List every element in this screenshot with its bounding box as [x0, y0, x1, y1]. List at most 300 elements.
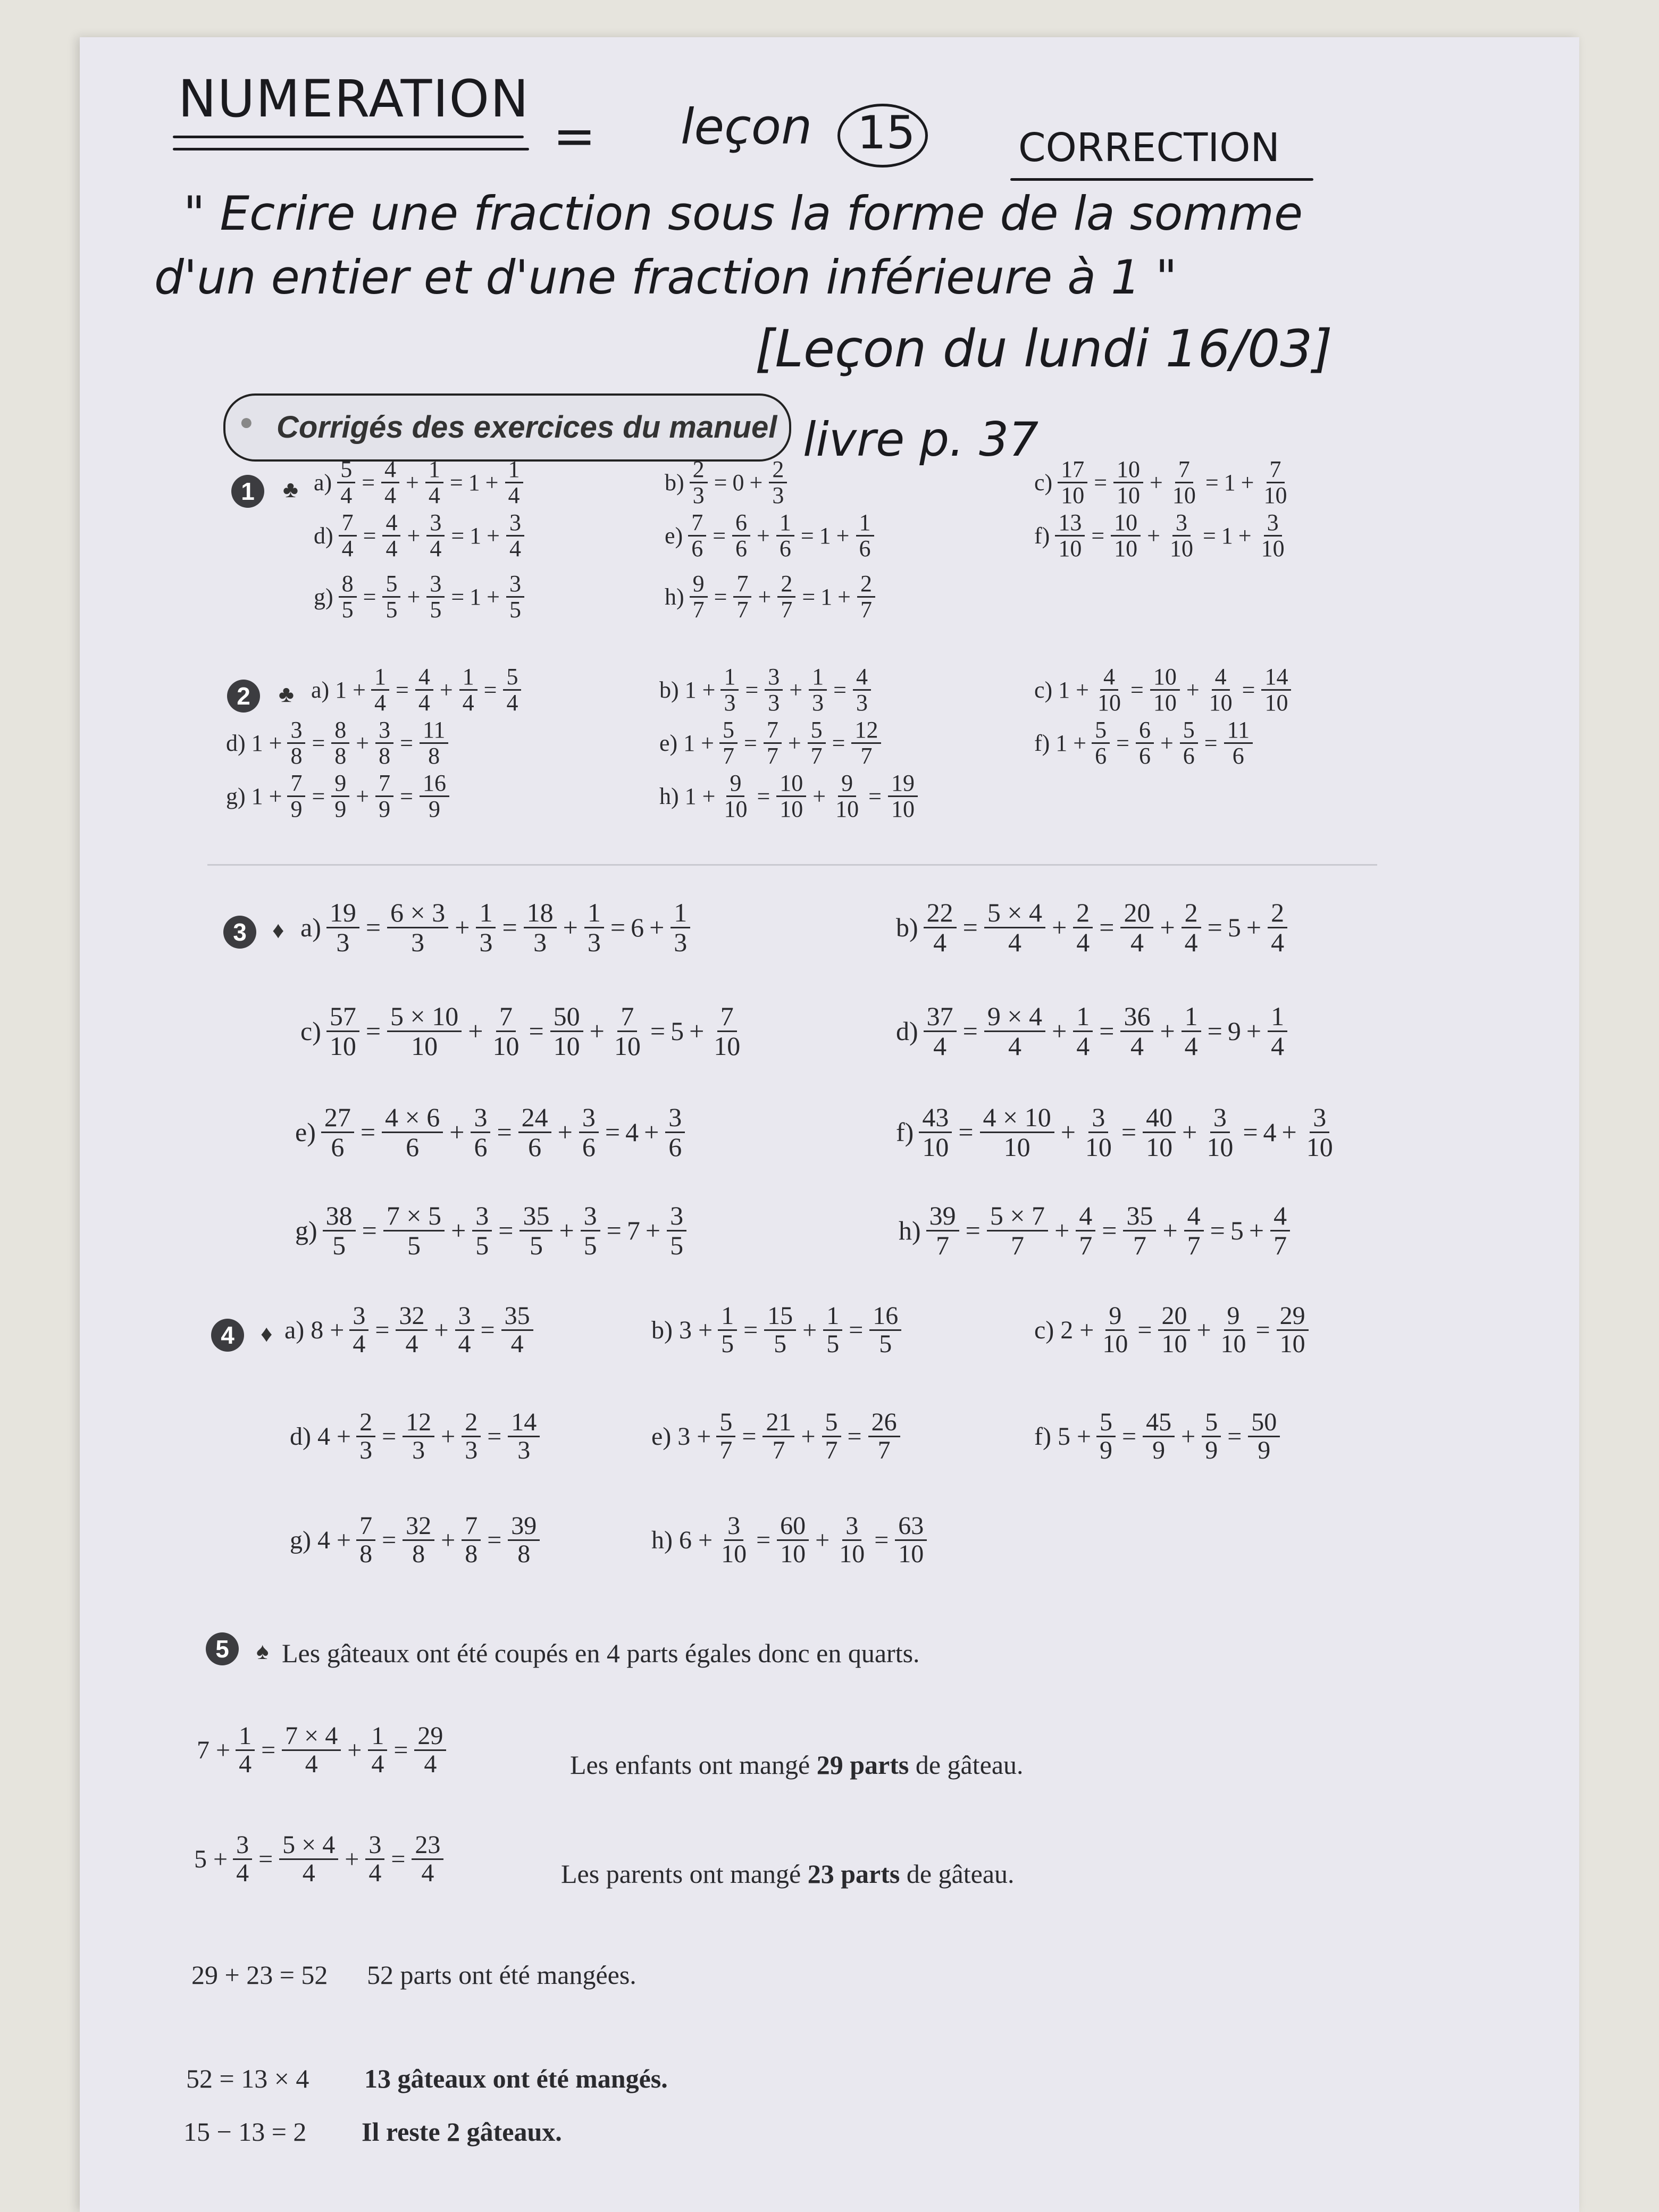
ex2-d-label: d) 1 +	[226, 730, 282, 757]
ex2-c-fraction-3	[1261, 665, 1291, 715]
numerator: 3	[506, 510, 524, 537]
ex5-eq1-label: 7 +	[197, 1736, 231, 1765]
numerator: 4 × 10	[980, 1103, 1054, 1133]
ex3-b-operator: =	[1099, 912, 1115, 942]
numerator: 3	[349, 1303, 368, 1331]
ex3-c-fraction-1	[387, 1002, 462, 1060]
denominator: 10	[780, 1540, 806, 1569]
ex3-item-g	[295, 1202, 688, 1259]
ex3-h-fraction-3	[1123, 1202, 1156, 1259]
ex1-item-a	[314, 457, 524, 508]
denominator: 10	[1161, 1330, 1187, 1359]
ex1-a-integer: 1	[468, 470, 480, 496]
ex4-a-fraction-1	[396, 1303, 428, 1358]
denominator: 9	[1152, 1436, 1166, 1465]
ex4-c-operator: =	[1255, 1316, 1270, 1345]
numerator: 63	[895, 1513, 927, 1541]
numerator: 50	[1248, 1409, 1280, 1437]
denominator: 4	[933, 1030, 947, 1061]
ex4-c-operator: +	[1196, 1316, 1211, 1345]
numerator: 16	[869, 1303, 901, 1331]
ex2-b-operator: +	[789, 677, 803, 703]
numerator: 23	[412, 1832, 443, 1860]
ex3-a-operator: +	[563, 912, 578, 942]
numerator: 3	[506, 572, 524, 598]
numerator: 12	[851, 718, 881, 744]
numerator: 10	[776, 771, 806, 797]
ex3-item-d	[896, 1002, 1288, 1060]
numerator: 2	[1268, 899, 1287, 928]
denominator: 7	[877, 1436, 891, 1465]
ex4-g-operator: =	[382, 1526, 397, 1555]
denominator: 7	[1133, 1230, 1146, 1260]
ex2-a-fraction-2	[459, 665, 477, 715]
ex4-g-label: g) 4 +	[290, 1526, 351, 1555]
ex2-h-fraction-2	[832, 771, 862, 822]
denominator: 3	[336, 927, 350, 957]
numerator: 26	[868, 1409, 900, 1437]
ex2-e-operator: +	[787, 730, 801, 757]
denominator: 7	[736, 597, 749, 623]
denominator: 9	[334, 796, 347, 823]
denominator: 7	[1079, 1230, 1093, 1260]
ex3-h-integer: 5	[1230, 1216, 1244, 1245]
denominator: 8	[334, 743, 347, 769]
denominator: 5	[826, 1330, 840, 1359]
ex1-b-operator: +	[749, 470, 763, 496]
ex3-g-fraction-3	[520, 1202, 552, 1259]
ex1-f-fraction-2	[1167, 510, 1196, 561]
ex1-d-fraction-3	[506, 510, 524, 561]
ex3-a-fraction-5	[671, 899, 690, 956]
denominator: 7	[1273, 1230, 1287, 1260]
ex5-item-eq1	[197, 1723, 447, 1778]
ex2-e-operator: =	[832, 730, 845, 757]
ex3-e-fraction-2	[471, 1103, 490, 1161]
denominator: 4	[236, 1859, 249, 1888]
ex2-c-fraction-2	[1206, 665, 1236, 715]
numerator: 6 × 3	[387, 899, 448, 928]
ex1-c-integer: 1	[1224, 470, 1236, 496]
ex1-suit-icon: ♣	[283, 476, 298, 502]
ex3-g-operator: +	[645, 1216, 661, 1245]
denominator: 7	[1187, 1230, 1201, 1260]
ex3-h-label: h)	[899, 1216, 921, 1245]
numerator: 35	[501, 1303, 533, 1331]
ex4-item-f	[1034, 1409, 1281, 1464]
denominator: 4	[371, 1750, 384, 1779]
lecon-number: 15	[857, 106, 916, 160]
ex4-item-c	[1034, 1303, 1310, 1358]
ex4-d-fraction-2	[462, 1409, 481, 1464]
ex2-h-fraction-1	[776, 771, 806, 822]
denominator: 6	[331, 1132, 345, 1162]
denominator: 3	[412, 1436, 425, 1465]
ex2-item-b	[659, 665, 872, 715]
ex4-c-operator: =	[1137, 1316, 1152, 1345]
ex4-c-label: c) 2 +	[1034, 1316, 1094, 1345]
ex3-e-fraction-3	[518, 1103, 551, 1161]
ex1-g-operator: +	[407, 584, 421, 610]
ex4-item-g	[290, 1513, 541, 1568]
denominator: 4	[1008, 927, 1021, 957]
ex1-e-operator: =	[800, 523, 814, 549]
ex2-e-fraction-1	[764, 718, 782, 768]
numerator: 7	[339, 510, 357, 537]
denominator: 7	[810, 743, 823, 769]
denominator: 9	[379, 796, 391, 823]
denominator: 7	[825, 1436, 838, 1465]
numerator: 7	[375, 771, 393, 797]
ex3-g-fraction-1	[383, 1202, 445, 1259]
denominator: 4	[340, 482, 353, 509]
denominator: 3	[479, 927, 493, 957]
numerator: 2	[769, 457, 787, 483]
ex1-e-operator: +	[757, 523, 770, 549]
ex4-item-e	[651, 1409, 901, 1464]
numerator: 9	[690, 572, 708, 598]
denominator: 4	[386, 535, 398, 562]
ex4-f-operator: =	[1122, 1422, 1137, 1451]
numerator: 5 × 4	[984, 899, 1045, 928]
ex5-eq2-fraction-3	[412, 1832, 443, 1887]
ex2-item-c	[1034, 665, 1292, 715]
denominator: 7	[860, 743, 873, 769]
ex3-a-operator: +	[455, 912, 470, 942]
ex3-d-operator: +	[1052, 1016, 1067, 1046]
numerator: 20	[1158, 1303, 1190, 1331]
denominator: 3	[724, 690, 736, 716]
ex3-f-fraction-4	[1203, 1103, 1236, 1161]
ex3-e-integer: 4	[625, 1117, 639, 1147]
numerator: 1	[368, 1723, 387, 1751]
numerator: 3	[765, 665, 783, 691]
ex4-e-fraction-1	[763, 1409, 794, 1464]
ex4-h-operator: =	[874, 1526, 889, 1555]
numerator: 5	[808, 718, 826, 744]
denominator: 3	[856, 690, 868, 716]
ex1-c-fraction-3	[1261, 457, 1291, 508]
numerator: 1	[505, 457, 523, 483]
ex4-g-fraction-2	[462, 1513, 481, 1568]
ex4-c-fraction-3	[1277, 1303, 1309, 1358]
ex1-d-operator: =	[363, 523, 376, 549]
ex2-d-operator: +	[356, 730, 370, 757]
denominator: 8	[290, 743, 303, 769]
denominator: 4	[239, 1750, 252, 1779]
denominator: 4	[374, 690, 386, 716]
denominator: 6	[779, 535, 791, 562]
ex1-number-badge: 1	[231, 475, 264, 508]
numerator: 9	[1224, 1303, 1243, 1331]
numerator: 9	[1105, 1303, 1125, 1331]
denominator: 10	[1169, 535, 1193, 562]
numerator: 11	[1224, 718, 1253, 744]
ex3-e-fraction-1	[382, 1103, 443, 1161]
ex2-a-fraction-1	[415, 665, 433, 715]
ex1-h-fraction-0	[690, 572, 708, 622]
numerator: 1	[584, 899, 604, 928]
ex3-d-fraction-5	[1268, 1002, 1287, 1060]
ex3-d-fraction-3	[1120, 1002, 1153, 1060]
numerator: 27	[321, 1103, 354, 1133]
denominator: 10	[1003, 1132, 1030, 1162]
ex4-c-fraction-2	[1218, 1303, 1250, 1358]
ex3-d-operator: +	[1246, 1016, 1262, 1046]
denominator: 4	[462, 690, 474, 716]
ex3-a-fraction-4	[584, 899, 604, 956]
ex1-d-fraction-2	[426, 510, 445, 561]
numerator: 11	[420, 718, 448, 744]
banner-bullet-icon: ●	[239, 409, 254, 435]
numerator: 1	[1268, 1002, 1287, 1032]
ex1-a-operator: +	[485, 470, 499, 496]
ex1-h-fraction-2	[777, 572, 795, 622]
ex1-item-e	[665, 510, 875, 561]
ex1-a-operator: =	[362, 470, 375, 496]
denominator: 6	[859, 535, 871, 562]
ex1-a-operator: =	[449, 470, 463, 496]
ex5-eq2-text-a: Les parents ont mangé	[561, 1859, 808, 1889]
ex1-g-fraction-1	[382, 572, 400, 622]
ex1-a-label: a)	[314, 470, 332, 496]
numerator: 4	[381, 457, 399, 483]
numerator: 7	[287, 771, 305, 797]
numerator: 5	[1096, 1409, 1116, 1437]
livre-reference: livre p. 37	[803, 412, 1039, 467]
denominator: 4	[1008, 1030, 1021, 1061]
numerator: 35	[1123, 1202, 1156, 1231]
ex4-b-operator: =	[849, 1316, 864, 1345]
ex1-b-operator: =	[714, 470, 727, 496]
ex4-e-fraction-2	[822, 1409, 841, 1464]
numerator: 1	[823, 1303, 842, 1331]
ex2-e-fraction-2	[808, 718, 826, 768]
denominator: 4	[428, 482, 440, 509]
instruction-line-1: " Ecrire une fraction sous la forme de la somme	[183, 186, 1303, 241]
ex3-c-fraction-4	[611, 1002, 644, 1060]
ex3-c-label: c)	[300, 1016, 321, 1046]
ex1-d-operator: +	[487, 523, 500, 549]
numerator: 7	[356, 1513, 375, 1541]
ex3-b-operator: =	[962, 912, 978, 942]
ex5-eq2-text-b: 23 parts	[807, 1859, 900, 1889]
ex2-item-d	[226, 718, 449, 768]
ex1-d-integer: 1	[470, 523, 482, 549]
denominator: 4	[384, 482, 397, 509]
denominator: 4	[1184, 1030, 1198, 1061]
denominator: 10	[1172, 482, 1196, 509]
ex3-b-fraction-3	[1120, 899, 1153, 956]
ex4-d-fraction-0	[356, 1409, 375, 1464]
ex3-g-fraction-2	[472, 1202, 492, 1259]
denominator: 7	[1010, 1230, 1024, 1260]
denominator: 10	[891, 796, 915, 823]
ex3-g-operator: +	[451, 1216, 466, 1245]
ex1-b-integer: 0	[732, 470, 744, 496]
denominator: 6	[406, 1132, 420, 1162]
denominator: 10	[492, 1030, 520, 1061]
ex4-d-fraction-1	[403, 1409, 434, 1464]
ex4-g-fraction-3	[508, 1513, 540, 1568]
ex4-c-fraction-1	[1158, 1303, 1190, 1358]
denominator: 5	[721, 1330, 734, 1359]
ex5-item-eq2	[194, 1832, 445, 1887]
ex3-d-fraction-0	[924, 1002, 957, 1060]
ex4-g-fraction-0	[356, 1513, 375, 1568]
numerator: 7	[688, 510, 706, 537]
denominator: 6	[1232, 743, 1244, 769]
ex3-a-operator: =	[502, 912, 517, 942]
ex5-eq2-operator: +	[345, 1845, 359, 1874]
numerator: 5	[1092, 718, 1110, 744]
ex5-eq2-text-c: de gâteau.	[900, 1859, 1015, 1889]
numerator: 4	[1270, 1202, 1290, 1231]
numerator: 5 × 7	[987, 1202, 1048, 1231]
numerator: 7	[1175, 457, 1193, 483]
numerator: 1	[236, 1723, 255, 1751]
ex5-eq2-fraction-2	[365, 1832, 384, 1887]
denominator: 7	[723, 743, 734, 769]
ex4-e-operator: +	[801, 1422, 816, 1451]
ex1-e-fraction-2	[776, 510, 794, 561]
ex4-c-fraction-0	[1099, 1303, 1131, 1358]
ex1-a-fraction-3	[505, 457, 523, 508]
denominator: 6	[691, 535, 703, 562]
denominator: 5	[529, 1230, 543, 1260]
ex2-c-fraction-0	[1094, 665, 1124, 715]
ex4-a-operator: =	[480, 1316, 495, 1345]
numerator: 36	[1120, 1002, 1153, 1032]
ex4-b-label: b) 3 +	[651, 1316, 713, 1345]
denominator: 10	[1261, 535, 1285, 562]
ex2-d-fraction-0	[287, 718, 305, 768]
ex2-item-e	[659, 718, 882, 768]
numerator: 3	[1264, 510, 1282, 537]
numerator: 10	[1111, 510, 1141, 537]
denominator: 10	[1206, 1132, 1234, 1162]
ex4-item-a	[284, 1303, 534, 1358]
ex5-suit-icon: ♠	[256, 1638, 269, 1664]
numerator: 9 × 4	[984, 1002, 1045, 1032]
numerator: 4	[853, 665, 871, 691]
ex4-f-label: f) 5 +	[1034, 1422, 1092, 1451]
numerator: 15	[764, 1303, 796, 1331]
numerator: 3	[426, 510, 445, 537]
numerator: 5	[719, 718, 738, 744]
ex1-f-integer: 1	[1221, 523, 1233, 549]
ex1-h-operator: +	[837, 584, 851, 610]
ex3-b-label: b)	[896, 912, 918, 942]
numerator: 1	[718, 1303, 737, 1331]
denominator: 7	[936, 1230, 950, 1260]
ex4-a-fraction-0	[349, 1303, 368, 1358]
ex2-b-fraction-2	[809, 665, 827, 715]
ex5-eq1-text	[570, 1749, 1024, 1780]
numerator: 7	[462, 1513, 481, 1541]
denominator: 5	[332, 1230, 346, 1260]
ex4-item-h	[651, 1513, 928, 1568]
denominator: 6	[474, 1132, 488, 1162]
ex1-g-integer: 1	[470, 584, 482, 610]
ex3-a-operator: +	[649, 912, 665, 942]
ex2-a-fraction-0	[371, 665, 389, 715]
denominator: 10	[411, 1030, 438, 1061]
ex1-g-operator: =	[363, 584, 376, 610]
denominator: 10	[780, 796, 803, 823]
ex5-eq1-fraction-1	[282, 1723, 341, 1778]
numerator: 8	[331, 718, 349, 744]
ex2-a-fraction-3	[503, 665, 521, 715]
ex1-a-fraction-1	[381, 457, 399, 508]
denominator: 10	[898, 1540, 924, 1569]
ex1-e-integer: 1	[819, 523, 831, 549]
numerator: 43	[919, 1103, 952, 1133]
ex3-suit-icon: ♦	[272, 917, 284, 943]
ex2-f-operator: =	[1204, 730, 1218, 757]
numerator: 39	[508, 1513, 540, 1541]
ex2-g-operator: =	[400, 783, 413, 810]
ex1-d-operator: =	[451, 523, 465, 549]
ex2-item-g	[226, 771, 450, 822]
ex4-g-operator: =	[487, 1526, 502, 1555]
ex3-g-integer: 7	[626, 1216, 640, 1245]
denominator: 4	[1130, 927, 1144, 957]
ex3-f-operator: +	[1060, 1117, 1076, 1147]
denominator: 4	[1184, 927, 1198, 957]
numerator: 4	[1184, 1202, 1204, 1231]
ex3-f-operator: =	[958, 1117, 974, 1147]
numerator: 2	[777, 572, 795, 598]
ex3-c-operator: +	[589, 1016, 605, 1046]
numerator: 12	[403, 1409, 434, 1437]
ex4-item-b	[651, 1303, 902, 1358]
ex4-h-operator: =	[756, 1526, 771, 1555]
ex2-h-label: h) 1 +	[659, 783, 716, 810]
ex4-h-operator: +	[815, 1526, 830, 1555]
denominator: 4	[302, 1859, 315, 1888]
denominator: 4	[305, 1750, 318, 1779]
denominator: 10	[1220, 1330, 1246, 1359]
ex2-f-fraction-3	[1224, 718, 1253, 768]
ex2-h-operator: =	[757, 783, 770, 810]
ex1-c-operator: +	[1150, 470, 1163, 496]
numerator: 3	[842, 1513, 861, 1541]
ex2-item-a	[311, 665, 522, 715]
denominator: 10	[1117, 482, 1141, 509]
numerator: 1	[776, 510, 794, 537]
ex3-e-fraction-0	[321, 1103, 354, 1161]
ex2-a-operator: =	[396, 677, 409, 703]
ex2-g-operator: =	[312, 783, 325, 810]
ex3-d-fraction-2	[1073, 1002, 1093, 1060]
denominator: 3	[812, 690, 824, 716]
ex4-e-fraction-3	[868, 1409, 900, 1464]
ex3-e-operator: =	[360, 1117, 376, 1147]
denominator: 10	[1061, 482, 1085, 509]
ex2-b-fraction-1	[765, 665, 783, 715]
numerator: 57	[326, 1002, 359, 1032]
ex4-f-fraction-0	[1096, 1409, 1116, 1464]
denominator: 3	[692, 482, 705, 509]
ex1-d-fraction-0	[339, 510, 357, 561]
ex1-c-fraction-1	[1113, 457, 1143, 508]
denominator: 10	[1263, 482, 1287, 509]
denominator: 4	[418, 690, 430, 716]
numerator: 3	[287, 718, 305, 744]
denominator: 3	[465, 1436, 478, 1465]
numerator: 4	[1076, 1202, 1095, 1231]
